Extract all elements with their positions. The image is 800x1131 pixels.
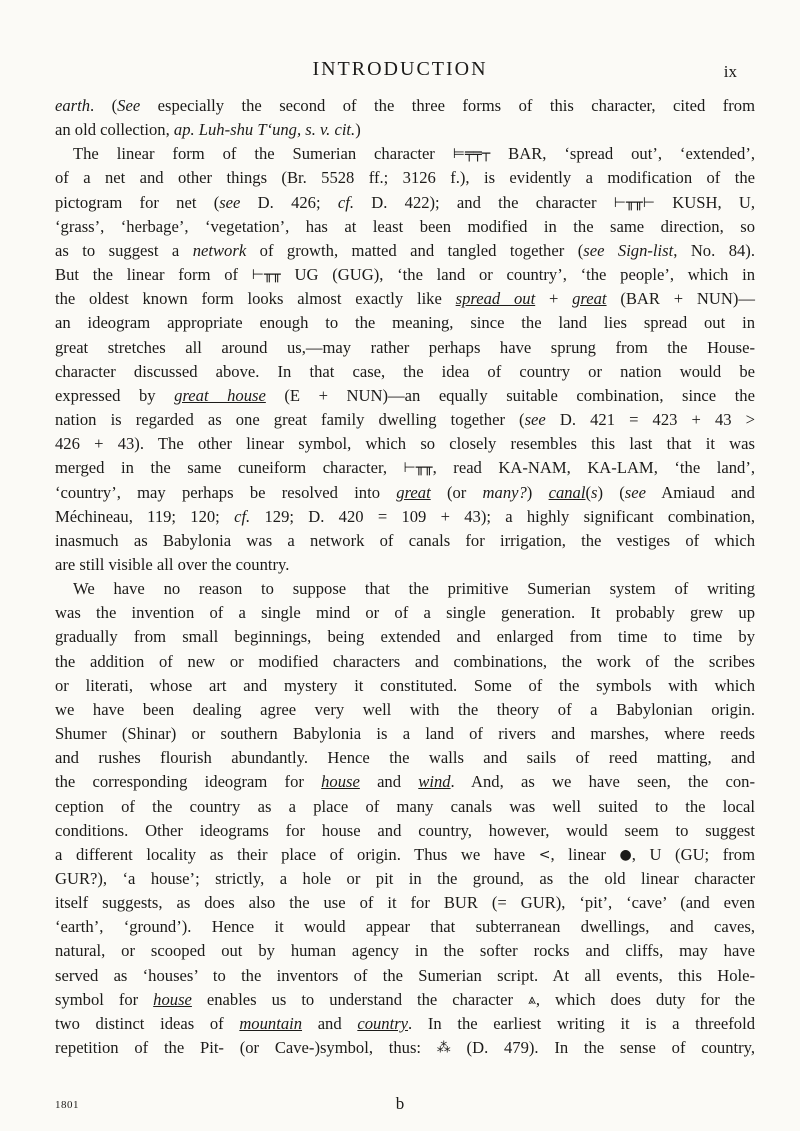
text-line: ‘country’, may perhaps be resolved into great (or many?) canal(s) (see Amiaud and [55, 482, 755, 502]
text-line: ception of the country as a place of many canals was well suited to the local [55, 796, 755, 816]
text-line: Méchineau, 119; 120; cf. 129; D. 420 = 109 + 43); a highly significant combination, [55, 506, 755, 526]
cuneiform-glyph-icon: ⁂ [436, 1040, 451, 1057]
text-line: repetition of the Pit- (or Cave-)symbol, thus: ⁂ (D. 479). In the sense of country, [55, 1038, 755, 1058]
text-line: 426 + 43). The other linear symbol, which so closely resembles this last that it was [55, 434, 755, 454]
text-line: But the linear form of ⊢╥╥ UG (GUG), ‘the land or country’, ‘the people’, which in [55, 265, 755, 285]
cuneiform-glyph-icon: < [538, 846, 551, 863]
text-line: gradually from small beginnings, being extended and enlarged from time to time by [55, 627, 755, 647]
text-line: character discussed above. In that case, the idea of country or nation would be [55, 361, 755, 381]
text-line: was the invention of a single mind or of a single generation. It probably grew up [55, 603, 755, 623]
text-line: we have been dealing agree very well with the theory of a Babylonian origin. [55, 699, 755, 719]
text-line: served as ‘houses’ to the inventors of the Sumerian script. At all events, this Hole- [55, 965, 755, 985]
text-line: merged in the same cuneiform character, ⊢╥╥, read KA-NAM, KA-LAM, ‘the land’, [55, 458, 755, 478]
running-head: INTRODUCTION [312, 58, 488, 80]
text-line: or literati, whose art and mystery it constituted. Some of the symbols with which [55, 675, 755, 695]
text-line: itself suggests, as does also the use of it for BUR (= GUR), ‘pit’, ‘cave’ (and even [55, 893, 755, 913]
text-line: ‘earth’, ‘ground’). Hence it would appear that subterranean dwellings, and caves, [55, 917, 755, 937]
text-line: inasmuch as Babylonia was a network of canals for irrigation, the vestiges of which [55, 530, 755, 550]
cuneiform-glyph-icon: ● [619, 846, 632, 863]
text-line: The linear form of the Sumerian character ⊨╤╤┬ BAR, ‘spread out’, ‘extended’, [73, 144, 756, 164]
text-line: ‘grass’, ‘herbage’, ‘vegetation’, has at least been modified in the same direction, so [55, 216, 755, 236]
text-line: Shumer (Shinar) or southern Babylonia is a land of rivers and marshes, where reeds [55, 724, 755, 744]
text-line: We have no reason to suppose that the primitive Sumerian system of writing [73, 579, 755, 599]
cuneiform-glyph-icon: ⊢╥╥ [403, 460, 433, 477]
cuneiform-glyph-icon: ⩓ [528, 991, 536, 1008]
cuneiform-glyph-icon: ⊨╤╤┬ [452, 146, 491, 163]
text-line: conditions. Other ideograms for house and country, however, would seem to suggest [55, 820, 755, 840]
printer-signature: 1801 [55, 1099, 79, 1111]
text-line: an old collection, ap. Luh-shu T‘ung, s. v. cit.) [55, 120, 361, 140]
text-line: expressed by great house (E + NUN)—an equally suitable combination, since the [55, 385, 755, 405]
text-line: are still visible all over the country. [55, 554, 290, 574]
text-line: the corresponding ideogram for house and wind. And, as we have seen, the con- [55, 772, 755, 792]
text-line: nation is regarded as one great family dwelling together (see D. 421 = 423 + 43 > [55, 410, 755, 430]
text-line: an ideogram appropriate enough to the meaning, since the land lies spread out in [55, 313, 755, 333]
cuneiform-glyph-icon: ⊢╥╥ [251, 267, 281, 284]
signature-mark: b [395, 1094, 405, 1113]
text-line: a different locality as their place of origin. Thus we have <, linear ●, U (GU; from [55, 844, 755, 864]
text-line: pictogram for net (see D. 426; cf. D. 422); and the character ⊢╥╥⊢ KUSH, U, [55, 192, 755, 212]
cuneiform-glyph-icon: ⊢╥╥⊢ [613, 194, 655, 211]
text-line: the oldest known form looks almost exactly like spread out + great (BAR + NUN)— [55, 289, 755, 309]
text-line: symbol for house enables us to understand the character ⩓, which does duty for the [55, 989, 756, 1009]
text-line: great stretches all around us,—may rather perhaps have sprung from the House- [55, 337, 755, 357]
page-number: ix [723, 62, 737, 81]
text-line: two distinct ideas of mountain and country. In the earliest writing it is a threefold [55, 1013, 755, 1033]
text-line: earth. (See especially the second of the three forms of this character, cited from [55, 96, 755, 115]
text-line: as to suggest a network of growth, matted and tangled together (see Sign-list, No. 84). [55, 240, 755, 260]
body-text [55, 94, 755, 1060]
text-line: the addition of new or modified characters and combinations, the work of the scribes [55, 651, 755, 671]
text-line: and rushes flourish abundantly. Hence the walls and sails of reed matting, and [55, 748, 755, 768]
text-line: of a net and other things (Br. 5528 ff.; 3126 f.), is evidently a modification of the [55, 168, 755, 188]
text-line: natural, or scooped out by human agency in the softer rocks and cliffs, may have [55, 941, 755, 961]
text-line: GUR?), ‘a house’; strictly, a hole or pit in the ground, as the old linear character [55, 869, 755, 888]
